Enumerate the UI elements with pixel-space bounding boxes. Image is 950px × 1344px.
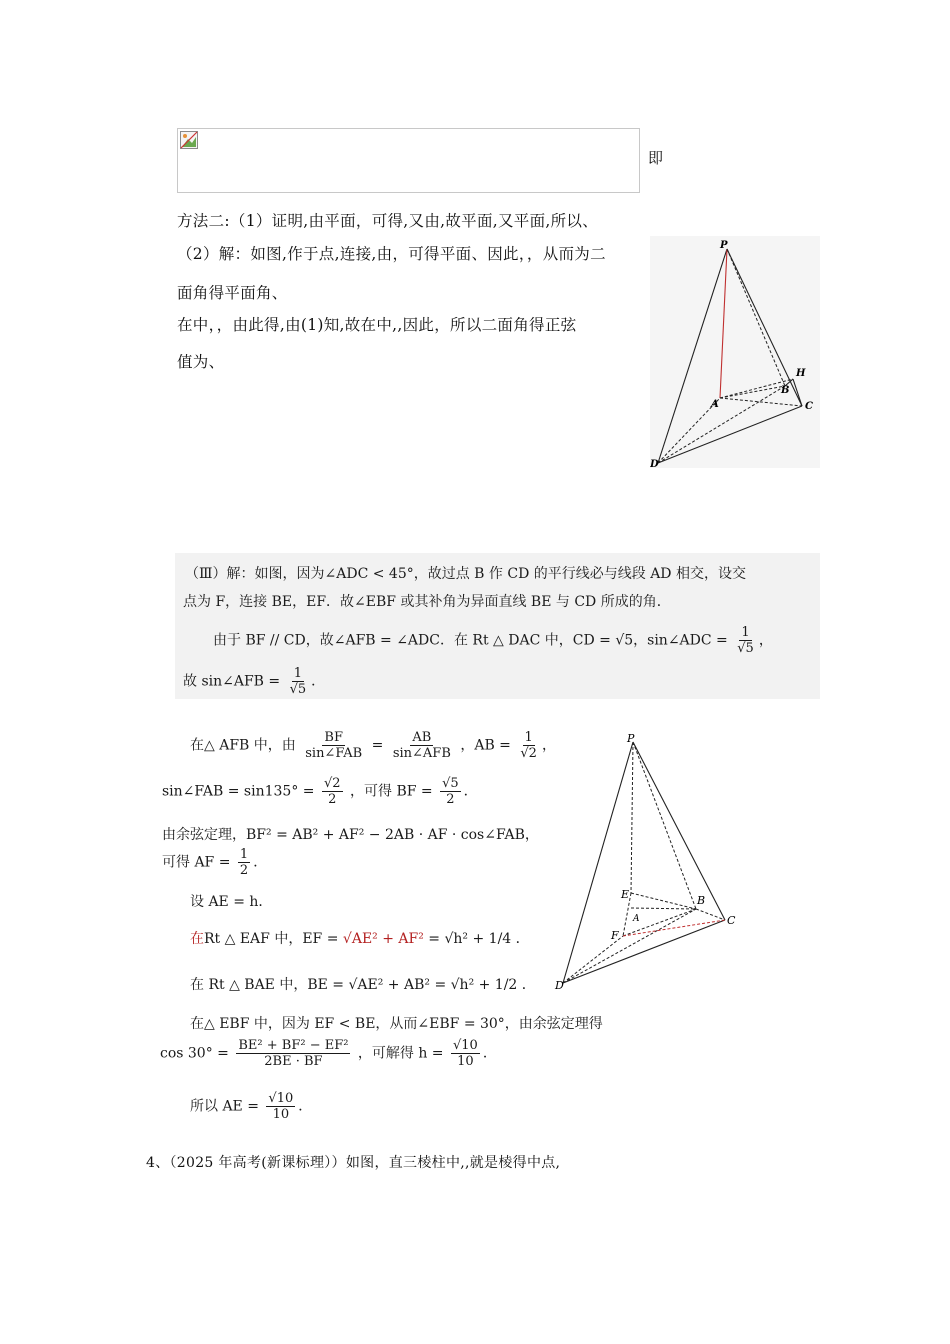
fraction-num: √10: [453, 1038, 478, 1053]
edge-pd: [563, 742, 633, 983]
fraction-den: √2: [520, 746, 537, 761]
scan2-line10-text: 所以 AE =: [190, 1098, 259, 1115]
scan2-line9-text: cos 30° =: [160, 1045, 229, 1062]
method2-line5: 值为、: [177, 353, 225, 371]
fraction: [391, 730, 453, 761]
scan2-line4: 可得 AF = $\frac{1}{2}$ ．: [162, 847, 268, 878]
scan2-line6-text: Rt △ EAF 中，EF =: [204, 931, 339, 947]
scan2-line9: cos 30° = $\frac{\text{BE² + BF² − EF²}}{2BE \cdot BF}$ ，可解得 h = $\frac{√10}{10}$ ．: [160, 1038, 497, 1069]
scan2-line2-text: sin∠FAB = sin135° =: [162, 783, 315, 800]
scan2-line5: 设 AE = h．: [190, 894, 273, 910]
fraction: [440, 776, 461, 807]
edge-ab: [631, 908, 696, 909]
fraction-den: 10: [457, 1054, 474, 1069]
fraction-den: 2BE · BF: [264, 1054, 323, 1069]
fraction: [303, 730, 364, 761]
scan2-line2-text-b: ，可得 BF =: [350, 783, 433, 800]
label-p: P: [720, 240, 728, 251]
edge-db: [563, 909, 696, 983]
scan2-line2: sin∠FAB = sin135° = $\frac{√2}{2}$ ，可得 BF = $\frac{√5}{2}$ ．: [162, 776, 478, 807]
label-d: D: [650, 459, 659, 468]
fraction-num: 1: [741, 625, 750, 640]
fraction-num: AB: [412, 730, 432, 745]
fraction-num: 1: [524, 730, 533, 745]
edge-pa: [631, 742, 633, 893]
label-f: F: [611, 929, 619, 942]
pyramid-figure-2: [553, 728, 753, 993]
scan2-line7: 在 Rt △ BAE 中，BE = √AE² + AB² = √h² + 1/2 ．: [190, 977, 536, 993]
fraction-num: √10: [268, 1091, 294, 1106]
edge-eb: [631, 893, 696, 909]
fraction-num: √2: [323, 776, 341, 791]
fraction-den: √5: [289, 682, 307, 697]
scan2-line4-text: 可得 AF =: [162, 854, 231, 871]
method2-line4: 在中，，由此得,由(1)知,故在中,,因此，所以二面角得正弦: [177, 316, 577, 334]
scan2-line3: 由余弦定理，BF² = AB² + AF² − 2AB · AF · cos∠FAB，: [162, 827, 539, 843]
label-a: A: [711, 399, 719, 410]
edge-pb: [633, 742, 696, 909]
fraction-den: sin∠AFB: [392, 746, 451, 761]
method2-line1: 方法二:（1）证明,由平面，可得,又由,故平面,又平面,所以、: [177, 212, 599, 230]
fraction-den: 2: [328, 792, 337, 807]
fraction-num: BF: [324, 730, 343, 745]
broken-image-placeholder: [177, 128, 640, 193]
fraction-den: √5: [737, 641, 754, 656]
scan2-line6-red: 在: [190, 931, 204, 947]
fraction: [288, 666, 309, 697]
method2-line3: 面角得平面角、: [177, 284, 288, 302]
scan2-line8: 在△ EBF 中，因为 EF < BE，从而∠EBF = 30°，由余弦定理得: [190, 1016, 603, 1032]
fraction: [238, 847, 250, 878]
fraction: [451, 1038, 480, 1069]
fraction: [236, 1038, 350, 1069]
label-d: D: [555, 979, 564, 992]
edge-df: [563, 936, 623, 983]
label-b: B: [781, 385, 790, 396]
scan1-line3-text: 由于 BF // CD，故∠AFB = ∠ADC．在 Rt △ DAC 中，CD = √5，sin∠ADC =: [213, 632, 728, 649]
label-c: C: [805, 401, 813, 412]
scan2-line9-text-b: ，可解得 h =: [357, 1045, 444, 1062]
equals-sign: =: [371, 737, 384, 754]
fraction-den: 2: [239, 863, 249, 878]
label-e: E: [621, 888, 630, 901]
fraction-num: 1: [293, 666, 303, 681]
fraction: [266, 1091, 295, 1122]
fraction-den: 2: [446, 792, 455, 807]
label-h: H: [796, 368, 806, 379]
label-a: A: [633, 914, 640, 924]
scan2-line1-text: 在△ AFB 中，由: [190, 737, 296, 754]
label-c: C: [727, 914, 736, 927]
scan2-line1-text-b: ，AB =: [460, 737, 511, 754]
scan-block-1: [175, 553, 820, 699]
fraction-num: BE² + BF² − EF²: [238, 1038, 349, 1053]
edge-pc: [633, 742, 725, 920]
trailing-text: 即: [648, 149, 664, 167]
scan1-line4-text: 故 sin∠AFB =: [183, 673, 281, 690]
label-p: P: [627, 732, 635, 745]
fraction-den: 10: [272, 1107, 290, 1122]
scan1-line3: 由于 BF // CD，故∠AFB = ∠ADC．在 Rt △ DAC 中，CD = √5，sin∠ADC = $\frac{1}{√5}$ ，: [213, 625, 773, 656]
fraction-num: √5: [442, 776, 459, 791]
scan2-line10: 所以 AE = $\frac{√10}{10}$ ．: [190, 1091, 313, 1122]
method2-line2: （2）解：如图,作于点,连接,由，可得平面、因此，，从而为二: [177, 245, 606, 263]
fraction: [518, 730, 539, 761]
scan2-line6-text-b: = √h² + 1/4 ．: [428, 931, 530, 947]
scan1-line2: 点为 F，连接 BE，EF．故∠EBF 或其补角为异面直线 BE 与 CD 所成的角．: [183, 594, 671, 610]
scan1-line1: （Ⅲ）解：如图，因为∠ADC < 45°，故过点 B 作 CD 的平行线必与线段 AD 相交，设交: [185, 566, 746, 582]
fraction-num: 1: [239, 847, 249, 862]
fraction: [322, 776, 343, 807]
scan2-line6-red2: √AE² + AF²: [342, 931, 424, 947]
scan1-line4: 故 sin∠AFB = $\frac{1}{√5}$ ．: [183, 666, 326, 697]
scan2-line6: [190, 928, 530, 948]
fraction-den: sin∠FAB: [305, 746, 363, 761]
broken-image-icon: [180, 131, 198, 149]
label-b: B: [697, 894, 706, 907]
pyramid-figure-1: [650, 236, 820, 468]
edge-dc: [563, 920, 725, 983]
question-4-line: 4、（2025 年高考(新课标理））如图，直三棱柱中,,就是棱得中点,: [146, 1155, 561, 1171]
scan2-line1: 在△ AFB 中，由 $\frac{BF}{\text{sin∠FAB}}$ = $\frac{AB}{\text{sin∠AFB}}$ ，AB = $\frac{1}{√2}$ ，: [190, 730, 556, 761]
fraction: [735, 625, 756, 656]
